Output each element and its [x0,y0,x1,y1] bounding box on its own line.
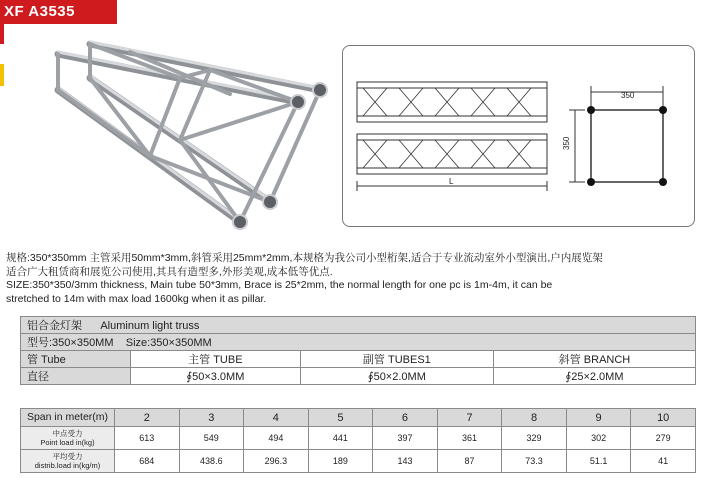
dist-load-label-en: distrib.load in(kg/m) [34,461,101,470]
span-label: Span in meter(m) [21,409,115,427]
dist-load-cell: 189 [308,450,373,473]
spec-tube-sub: 副管 TUBES1 [300,351,493,368]
point-load-cell: 494 [244,427,309,450]
spec-table [20,316,696,385]
span-cell: 8 [502,409,567,427]
dist-load-label [21,450,115,473]
technical-drawing [342,45,695,227]
length-label: L [449,177,454,186]
dist-load-cell: 438.6 [179,450,244,473]
side-accent-red [0,24,4,44]
span-cell: 7 [437,409,502,427]
spec-size-cell: 型号:350×350MM Size:350×350MM [21,334,696,351]
spec-tube-main: 主管 TUBE [131,351,301,368]
load-table [20,408,696,473]
dist-load-cell: 41 [631,450,696,473]
side-accent-yellow [0,64,4,86]
load-row-distributed [21,450,696,473]
drawing-svg [343,46,696,228]
dist-load-cell: 684 [115,450,180,473]
span-cell: 9 [566,409,631,427]
point-load-label [21,427,115,450]
description-en-line-2: stretched to 14m with max load 1600kg when it as pillar. [6,292,267,305]
dist-load-cell: 51.1 [566,450,631,473]
point-load-cell: 329 [502,427,567,450]
point-load-cell: 613 [115,427,180,450]
point-load-cell: 279 [631,427,696,450]
point-load-cell: 441 [308,427,373,450]
truss-photo [30,30,330,240]
dist-load-cell: 143 [373,450,438,473]
dist-load-cell: 73.3 [502,450,567,473]
spec-row-tube [21,351,696,368]
description-cn-line-1: 规格:350*350mm 主管采用50mm*3mm,斜管采用25mm*2mm,本规格为我公司小型桁架,适合于专业流动室外小型演出,户内展览架 [6,252,603,264]
description-en-line-1: SIZE:350*350/3mm thickness, Main tube 50*3mm, Brace is 25*2mm, the normal length for one pc is 1m-4m, it can be [6,279,553,291]
dim-width-label: 350 [621,91,635,100]
spec-tube-branch: 斜管 BRANCH [493,351,695,368]
span-cell: 6 [373,409,438,427]
spec-diameter-branch: ∮25×2.0MM [493,368,695,385]
model-title: XF A3535 [0,0,117,24]
spec-row-diameter [21,368,696,385]
point-load-cell: 549 [179,427,244,450]
description-cn-line-2: 适合广大租赁商和展览公司使用,其具有造型多,外形美观,成本低等优点. [6,265,333,278]
spec-tube-label: 管 Tube [21,351,131,368]
span-cell: 10 [631,409,696,427]
point-load-cell: 361 [437,427,502,450]
dim-height-label: 350 [562,136,571,150]
spec-row-size [21,334,696,351]
dist-load-label-cn: 平均受力 [52,452,83,461]
spec-diameter-sub: ∮50×2.0MM [300,368,493,385]
span-cell: 5 [308,409,373,427]
spec-product-cell: 铝合金灯架 Aluminum light truss [21,317,696,334]
span-cell: 4 [244,409,309,427]
point-load-cell: 397 [373,427,438,450]
point-load-label-cn: 中点受力 [52,429,83,438]
description [6,252,698,306]
point-load-label-en: Point load in(kg) [40,438,95,447]
spec-diameter-main: ∮50×3.0MM [131,368,301,385]
dist-load-cell: 87 [437,450,502,473]
load-row-point [21,427,696,450]
spec-row-product [21,317,696,334]
span-cell: 2 [115,409,180,427]
point-load-cell: 302 [566,427,631,450]
span-cell: 3 [179,409,244,427]
load-row-span [21,409,696,427]
dist-load-cell: 296.3 [244,450,309,473]
spec-diameter-label: 直径 [21,368,131,385]
